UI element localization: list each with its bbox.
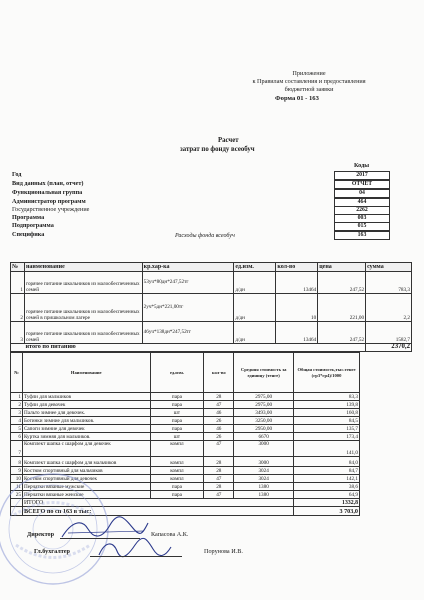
appendix-line2: к Правилам составления и предоставления bbox=[252, 78, 366, 85]
col-header-price: цена bbox=[318, 263, 366, 272]
table-row: 7 Комплект шапка с шарфом для девочек компл 47 3000 141,0 bbox=[11, 441, 360, 457]
table-row: 8 Комплект шапка с шарфом для мальчиков компл 28 3000 84,0 bbox=[11, 457, 360, 467]
codes-label: Коды bbox=[354, 162, 370, 169]
doc-title: Расчет bbox=[218, 137, 239, 144]
table-row: 4 Ботинки зимние для мальчиков. пара 26 3250,00 84,5 bbox=[11, 417, 360, 425]
field-value-specifika: 163 bbox=[334, 231, 390, 240]
grand-total-value: 3 703,0 bbox=[294, 507, 360, 516]
table-row: 25 Перчатки вязаные женские пара 47 1380 64,9 bbox=[11, 491, 360, 499]
appendix-line1: Приложение bbox=[292, 70, 326, 77]
clothing-table-header bbox=[11, 353, 360, 393]
table-row: 3 Пальто зимнее для девочек. шт 46 3493,00 160,8 bbox=[11, 409, 360, 417]
accountant-name: Порунова И.В. bbox=[204, 548, 243, 555]
form-number: Форма 01 - 163 bbox=[275, 95, 319, 102]
table-row: 2 Туфли для девочек пара 47 2975,00 139,8 bbox=[11, 401, 360, 409]
meals-total-label: итого по питанию bbox=[24, 344, 365, 352]
field-value-func-group: 04 bbox=[334, 189, 390, 198]
field-value-admin: 464 bbox=[334, 198, 390, 207]
grand-total-label: ВСЕГО по сп 163 в тыс: bbox=[22, 507, 293, 516]
field-label-datatype: Вид данных (план, отчет) bbox=[12, 180, 84, 187]
field-value-program: 003 bbox=[334, 214, 390, 223]
appendix-line3: бюджетной заявки bbox=[284, 86, 334, 93]
director-label: Директор bbox=[27, 531, 55, 538]
table-row: 5 Сапоги зимние для девочек пара 46 2950,00 135,7 bbox=[11, 425, 360, 433]
field-label-admin: Администратор программ bbox=[12, 198, 86, 205]
table-row: 6 Куртка зимняя для мальчиков. шт 26 6670 173,4 bbox=[11, 433, 360, 441]
col-header-unit: ед.изм. bbox=[234, 263, 276, 272]
accountant-signature-line bbox=[90, 556, 182, 557]
clothing-total-label: ИТОГО bbox=[22, 499, 293, 507]
meals-total-value: 2370,2 bbox=[366, 344, 412, 352]
appendix-header bbox=[234, 70, 384, 94]
meals-table-header bbox=[11, 263, 412, 272]
director-name: Капасова А.К. bbox=[151, 531, 189, 538]
meals-table bbox=[10, 262, 412, 352]
specifika-note: Расходы фонда всеобуч bbox=[175, 233, 235, 239]
doc-subtitle: затрат по фонду всеобуч bbox=[180, 146, 255, 153]
clothing-total-value: 1332,8 bbox=[294, 499, 360, 507]
col-header-name: Наименование bbox=[22, 353, 150, 393]
table-row: 10 Костюм спортивный для девочек компл 47 3024 142,1 bbox=[11, 475, 360, 483]
field-value-datatype: ОТЧЕТ bbox=[334, 180, 390, 189]
accountant-signature bbox=[95, 535, 175, 561]
col-header-avg-price: Средняя стоимость за единицу (тенге) bbox=[234, 353, 294, 393]
field-value-year: 2017 bbox=[334, 171, 390, 180]
meals-total-row bbox=[11, 344, 412, 352]
col-header-qty: кол-во bbox=[276, 263, 318, 272]
col-header-kr: кр.хар-ка bbox=[142, 263, 234, 272]
col-header-total-cost: Общая стоимость,тыс.тенге (гр3*гр4)/1000 bbox=[294, 353, 360, 393]
col-header-qty: кол-во bbox=[204, 353, 234, 393]
col-header-name: наименование bbox=[24, 263, 142, 272]
field-value-institution: 2262 bbox=[334, 206, 390, 215]
field-label-specifika: Специфика bbox=[12, 231, 45, 238]
accountant-label: Гл.бухгалтер bbox=[34, 548, 70, 555]
col-header-unit: ед.изм. bbox=[150, 353, 204, 393]
table-row: 1 горячее питание школьников из малообеспеченных семей 53уч*80дн*247,52тг д/дн 13464 247,52 783,3 bbox=[11, 272, 412, 294]
col-header-no: № bbox=[11, 263, 25, 272]
col-header-no: № bbox=[11, 353, 23, 393]
field-label-program: Программа bbox=[12, 214, 45, 221]
table-row: 9 Костюм спортивный для мальчиков компл 28 3024 84,7 bbox=[11, 467, 360, 475]
col-header-sum: сумма bbox=[366, 263, 412, 272]
field-label-institution: Государственное учреждение bbox=[12, 206, 90, 213]
table-row: 1 Туфли для мальчиков пара 28 2975,00 83,3 bbox=[11, 393, 360, 401]
field-value-subprogram: 015 bbox=[334, 222, 390, 231]
field-label-func-group: Функциональная группа bbox=[12, 189, 83, 196]
field-label-year: Год bbox=[12, 171, 22, 178]
table-row: 3 горячее питание школьников из малообеспеченных семей 46уч*138дн*247,52тг д/дн 13464 247,52 1582,7 bbox=[11, 322, 412, 344]
table-row: 11 Перчатки вязаные мужские пара 28 1380 38,6 bbox=[11, 483, 360, 491]
table-row: 2 горячее питание школьников из малообеспеченных семей в пришкольном лагере 2уч*5дн*221,00тг д/дн 10 221,00 2,2 bbox=[11, 294, 412, 322]
field-label-subprogram: Подпрограмма bbox=[12, 222, 54, 229]
